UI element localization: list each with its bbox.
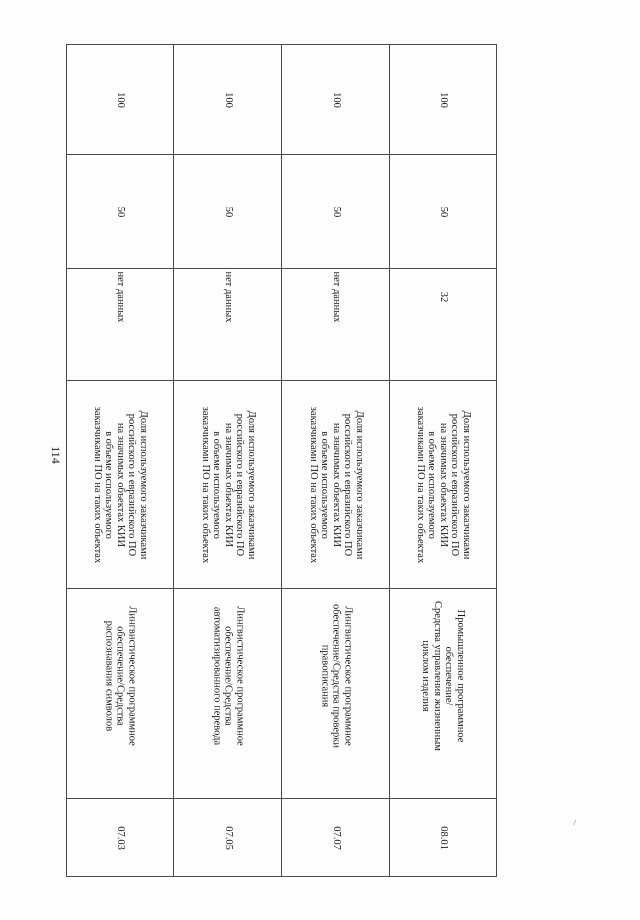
cell-indicator-row-4: Доля используемого заказчиками российского и евразийского ПО на значимых объектах КИИ в объеме используемого заказчиками ПО на таких объектах bbox=[390, 381, 497, 589]
cell-name-row-1: Лингвистическое программное обеспечение/Средства распознавания символов bbox=[67, 589, 174, 799]
page-number-text: 114 bbox=[49, 446, 64, 464]
cell-value-1-row-2: 50 bbox=[174, 155, 282, 269]
cell-base-row-4: 32 bbox=[390, 269, 497, 381]
cell-name-row-3: Лингвистическое программное обеспечение/Средства проверки правописания bbox=[282, 589, 390, 799]
cell-indicator-row-2: Доля используемого заказчиками российского и евразийского ПО на значимых объектах КИИ в объеме используемого заказчиками ПО на таких объектах bbox=[174, 381, 282, 589]
cell-name-row-4: Промышленное программное обеспечение/ Средства управления жизненным циклом изделия bbox=[390, 589, 497, 799]
cell-value-2-row-4: 100 bbox=[390, 45, 497, 155]
cell-code-row-4: 08.01 bbox=[390, 799, 497, 877]
cell-indicator-row-1: Доля используемого заказчиками российского и евразийского ПО на значимых объектах КИИ в объеме используемого заказчиками ПО на таких объектах bbox=[67, 381, 174, 589]
table-row-indicator bbox=[67, 381, 497, 589]
cell-base-row-1: нет данных bbox=[67, 269, 174, 381]
cell-value-1-row-3: 50 bbox=[282, 155, 390, 269]
cell-value-2-row-2: 100 bbox=[174, 45, 282, 155]
cell-value-1-row-4: 50 bbox=[390, 155, 497, 269]
table-row-value-2 bbox=[67, 45, 497, 155]
table-row-base bbox=[67, 269, 497, 381]
cell-indicator-row-3: Доля используемого заказчиками российского и евразийского ПО на значимых объектах КИИ в объеме используемого заказчиками ПО на таких объектах bbox=[282, 381, 390, 589]
cell-code-row-1: 07.03 bbox=[67, 799, 174, 877]
cell-code-row-2: 07.05 bbox=[174, 799, 282, 877]
scan-speck bbox=[573, 819, 579, 826]
cell-name-row-2: Лингвистическое программное обеспечение/Средства автоматизированного перевода bbox=[174, 589, 282, 799]
cell-value-2-row-3: 100 bbox=[282, 45, 390, 155]
table-row-code bbox=[67, 799, 497, 877]
table-row-name bbox=[67, 589, 497, 799]
table-row-value-1 bbox=[67, 155, 497, 269]
software-indicator-table bbox=[66, 44, 497, 877]
cell-value-2-row-1: 100 bbox=[67, 45, 174, 155]
cell-base-row-3: нет данных bbox=[282, 269, 390, 381]
cell-value-1-row-1: 50 bbox=[67, 155, 174, 269]
cell-code-row-3: 07.07 bbox=[282, 799, 390, 877]
cell-base-row-2: нет данных bbox=[174, 269, 282, 381]
